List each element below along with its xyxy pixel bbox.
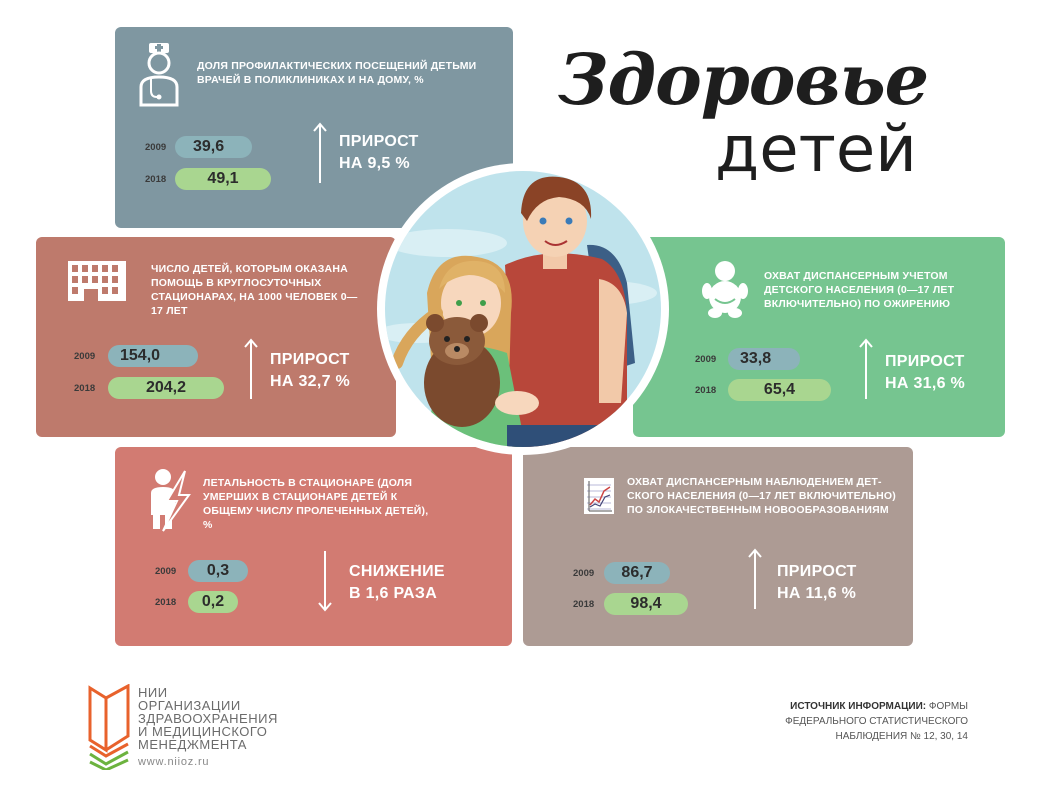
card-4-value-b: 0,2: [188, 591, 238, 613]
card-1-result-line-2: НА 9,5 %: [339, 155, 410, 172]
card-5-value-a: 86,7: [604, 562, 670, 584]
title-line-1: Здоровье: [558, 38, 929, 121]
card-inpatient-children: [36, 237, 396, 437]
card-5-result-line-1: ПРИРОСТ: [777, 563, 857, 580]
logo-line-2: ОРГАНИЗАЦИИ: [138, 698, 241, 713]
card-3-result-line-1: ПРИРОСТ: [885, 353, 965, 370]
source-text-3: НАБЛЮДЕНИЯ № 12, 30, 14: [835, 731, 968, 742]
source-label: ИСТОЧНИК ИНФОРМАЦИИ:: [790, 701, 927, 712]
source-text-2: ФЕДЕРАЛЬНОГО СТАТИСТИЧЕСКОГО: [785, 716, 968, 727]
card-2-year-a: 2009: [74, 351, 96, 362]
arrow-up-icon: [856, 337, 876, 406]
card-4-result-line-1: СНИЖЕНИЕ: [349, 563, 445, 580]
card-1-result-line-1: ПРИРОСТ: [339, 133, 419, 150]
card-4-result-line-2: В 1,6 РАЗА: [349, 585, 438, 602]
logo-url: www.niioz.ru: [138, 756, 210, 768]
card-3-description: ОХВАТ ДИСПАНСЕРНЫМ УЧЕТОМ ДЕТСКОГО НАСЕЛЕНИЯ (0—17 ЛЕТ ВКЛЮЧИТЕЛЬНО) ПО ОЖИРЕНИЮ: [764, 270, 955, 310]
chart-icon: [583, 477, 615, 520]
card-oncology-coverage: [523, 447, 913, 646]
doctor-icon: [135, 41, 183, 112]
card-2-result-line-1: ПРИРОСТ: [270, 351, 350, 368]
logo-line-5: МЕНЕДЖМЕНТА: [138, 737, 247, 752]
niioz-logo: [88, 684, 288, 774]
card-4-year-b: 2018: [155, 597, 177, 608]
source-note: [708, 699, 968, 744]
card-3-result-line-2: НА 31,6 %: [885, 375, 966, 392]
hospital-building-icon: [66, 259, 128, 308]
card-2-year-b: 2018: [74, 383, 96, 394]
card-4-value-a: 0,3: [188, 560, 248, 582]
card-1-description: ДОЛЯ ПРОФИЛАКТИЧЕСКИХ ПОСЕЩЕНИЙ ДЕТЬМИ ВРАЧЕЙ В ПОЛИКЛИНИКАХ И НА ДОМУ, %: [197, 60, 477, 86]
card-3-value-b: 65,4: [728, 379, 831, 401]
card-hospital-mortality: [115, 447, 512, 646]
card-5-year-a: 2009: [573, 568, 595, 579]
card-5-value-b: 98,4: [604, 593, 688, 615]
logo-line-1: НИИ: [138, 685, 168, 700]
card-1-value-b: 49,1: [175, 168, 271, 190]
card-3-value-a: 33,8: [728, 348, 800, 370]
arrow-down-icon: [315, 549, 335, 618]
card-1-value-a: 39,6: [175, 136, 252, 158]
card-5-year-b: 2018: [573, 599, 595, 610]
logo-line-3: ЗДРАВООХРАНЕНИЯ: [138, 711, 278, 726]
card-2-result-line-2: НА 32,7 %: [270, 373, 351, 390]
card-1-year-b: 2018: [145, 174, 167, 185]
card-4-description: ЛЕТАЛЬНОСТЬ В СТАЦИОНАРЕ (ДОЛЯ УМЕРШИХ В СТАЦИОНАРЕ ДЕТЕЙ К ОБЩЕМУ ЧИСЛУ ПРОЛЕЧЕННЫХ ДЕТЕЙ), %: [203, 477, 429, 531]
arrow-up-icon: [310, 121, 330, 190]
card-1-year-a: 2009: [145, 142, 167, 153]
card-5-result-line-2: НА 11,6 %: [777, 585, 857, 602]
arrow-up-icon: [745, 547, 765, 616]
card-2-description: ЧИСЛО ДЕТЕЙ, КОТОРЫМ ОКАЗАНА ПОМОЩЬ В КРУГЛОСУТОЧНЫХ СТАЦИОНАРАХ, НА 1000 ЧЕЛОВЕК 0—17 ЛЕТ: [151, 263, 358, 317]
child-lightning-icon: [145, 467, 191, 538]
card-3-year-a: 2009: [695, 354, 717, 365]
title-line-2: детей: [715, 113, 917, 187]
card-5-description: ОХВАТ ДИСПАНСЕРНЫМ НАБЛЮДЕНИЕМ ДЕТ-СКОГО НАСЕЛЕНИЯ (0—17 ЛЕТ ВКЛЮЧИТЕЛЬНО) ПО ЗЛОКАЧЕСТВЕННЫМ НОВООБРАЗОВАНИЯМ: [627, 476, 896, 516]
card-obesity-coverage: [633, 237, 1005, 437]
baby-icon: [701, 259, 749, 324]
card-4-year-a: 2009: [155, 566, 177, 577]
arrow-up-icon: [241, 337, 261, 406]
children-illustration: [377, 163, 669, 455]
card-2-value-a: 154,0: [108, 345, 198, 367]
book-logo-icon: [88, 684, 134, 770]
logo-line-4: И МЕДИЦИНСКОГО: [138, 724, 268, 739]
card-3-year-b: 2018: [695, 385, 717, 396]
source-text-1: ФОРМЫ: [928, 701, 968, 712]
card-2-value-b: 204,2: [108, 377, 224, 399]
